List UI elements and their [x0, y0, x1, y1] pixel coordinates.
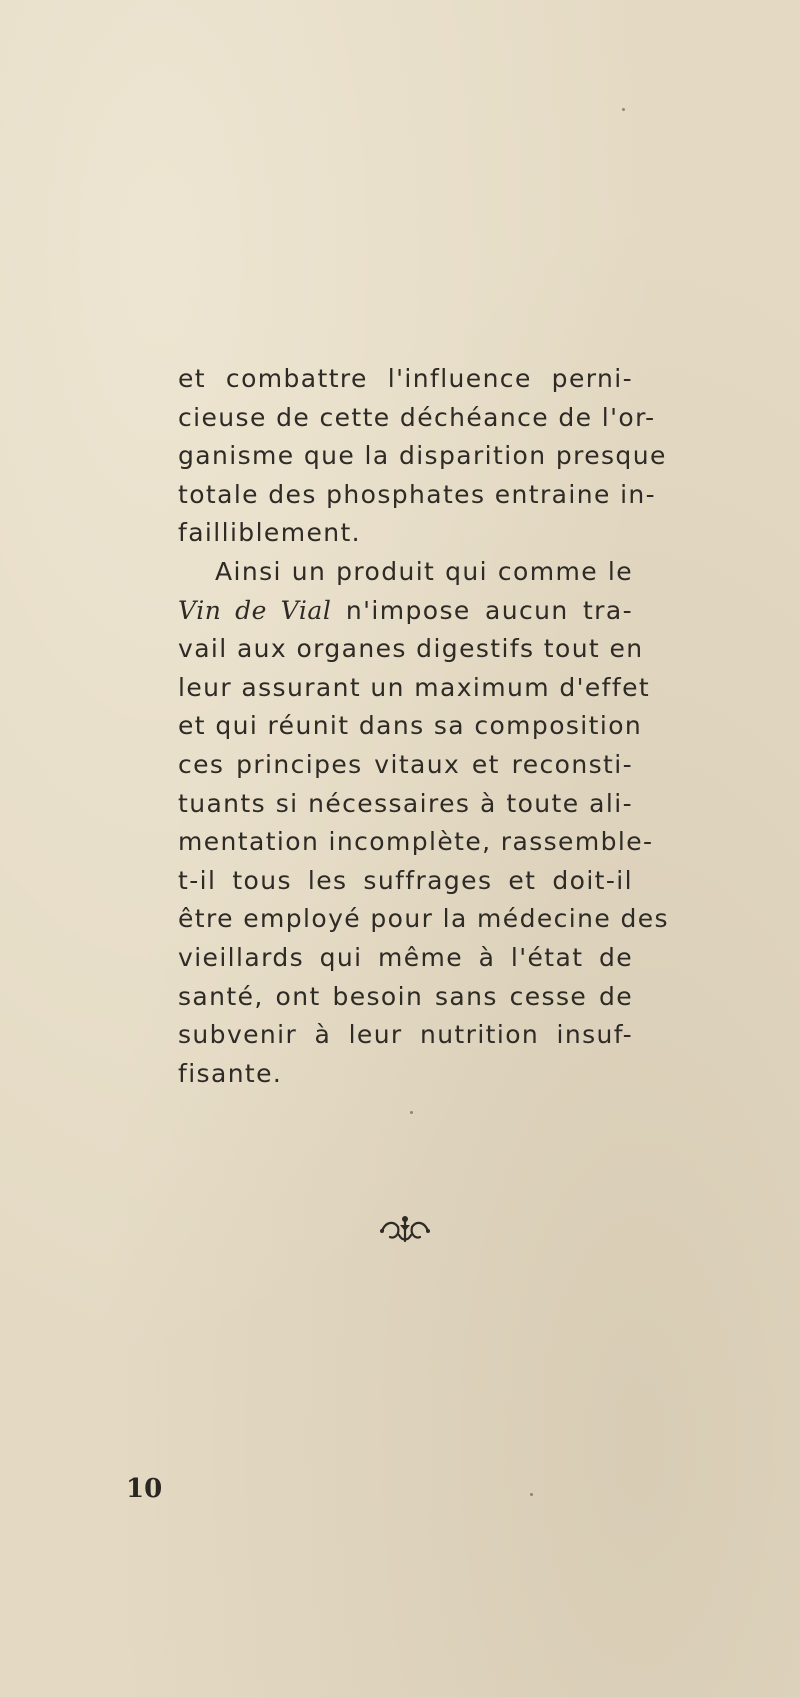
body-text	[178, 360, 669, 1093]
product-name: Vin de Vial	[178, 595, 332, 625]
text-line: vail aux organes digestifs tout en	[178, 634, 644, 664]
text-line-with-title	[178, 592, 633, 631]
text-line: ces principes vitaux et reconsti-	[178, 749, 633, 779]
paper-speck	[530, 1493, 533, 1496]
text-line: et combattre l'influence perni-	[178, 364, 633, 393]
paper-speck	[622, 108, 625, 111]
page-number: 10	[126, 1474, 163, 1504]
text-line: santé, ont besoin sans cesse de	[178, 981, 633, 1011]
text-line: cieuse de cette déchéance de l'or-	[178, 402, 656, 432]
text-line: fisante.	[178, 1058, 283, 1088]
text-line: totale des phosphates entraine in-	[178, 479, 657, 509]
text-line: t-il tous les suffrages et doit-il	[178, 865, 633, 895]
text-line: failliblement.	[178, 518, 362, 548]
text-line: leur assurant un maximum d'effet	[178, 672, 651, 702]
fleuron-ornament-icon	[376, 1213, 434, 1247]
text-line: être employé pour la médecine des	[178, 904, 669, 934]
paper-speck	[410, 1111, 413, 1114]
text-line: subvenir à leur nutrition insuf-	[178, 1020, 633, 1050]
text-line: vieillards qui même à l'état de	[178, 942, 633, 972]
text-line: ganisme que la disparition presque	[178, 441, 667, 471]
text-line: et qui réunit dans sa composition	[178, 711, 643, 741]
text-line: tuants si nécessaires à toute ali-	[178, 788, 633, 818]
text-fragment: n'impose aucun tra-	[331, 595, 633, 625]
text-line: mentation incomplète, rassemble-	[178, 827, 654, 857]
text-line: Ainsi un produit qui comme le	[215, 556, 633, 586]
